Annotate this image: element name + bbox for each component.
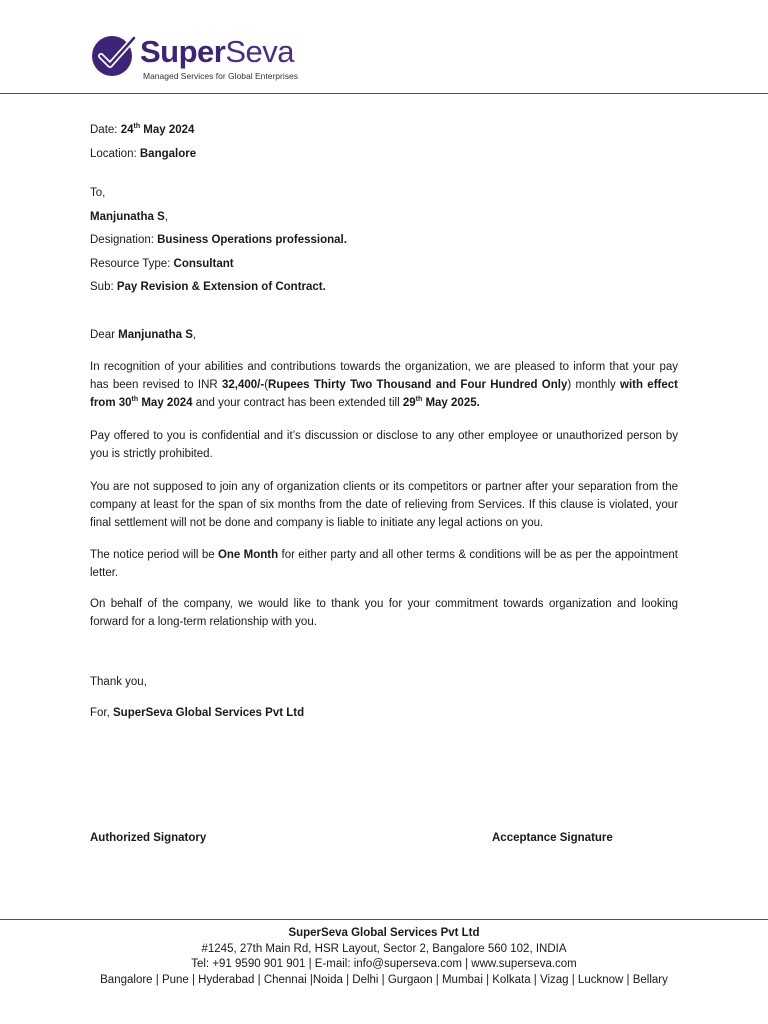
salutation-line: Dear Manjunatha S,	[90, 329, 197, 341]
to-line: To,	[90, 187, 106, 199]
notice-period-paragraph: The notice period will be One Month for either party and all other terms & conditions will be as per the appointment letter.	[90, 549, 678, 579]
brand-name: SuperSeva	[140, 34, 295, 69]
header-divider	[0, 93, 768, 94]
checkmark-logo-icon	[90, 30, 138, 78]
pay-revision-paragraph: In recognition of your abilities and contributions towards the organization, we are pleased to inform that your pay has been revised to INR 32,400/-(Rupees Thirty Two Thousand and Four Hundred Only) monthly with effect from 30th May 2024 and your contract has been extended till 29th May 2025.	[90, 361, 678, 409]
resource-type-line: Resource Type: Consultant	[90, 258, 234, 270]
for-company-line: For, SuperSeva Global Services Pvt Ltd	[90, 707, 305, 719]
footer	[0, 926, 768, 988]
thank-you-line: Thank you,	[90, 676, 147, 688]
acceptance-signature: Acceptance Signature	[492, 832, 613, 844]
designation-line: Designation: Business Operations professional.	[90, 234, 347, 246]
footer-contact: Tel: +91 9590 901 901 | E-mail: info@superseva.com | www.superseva.com	[191, 958, 577, 970]
authorized-signatory: Authorized Signatory	[90, 832, 207, 844]
location-line: Location: Bangalore	[90, 148, 197, 160]
non-compete-paragraph: You are not supposed to join any of organization clients or its competitors or partner after your separation from the company at least for the span of six months from the date of relieving from Services. If this clause is violated, your final settlement will not be done and company is liable to initiate any legal actions on you.	[90, 481, 678, 529]
confidentiality-paragraph: Pay offered to you is confidential and it’s discussion or disclose to any other employee or unauthorized person by you is strictly prohibited.	[90, 430, 678, 460]
brand-tagline: Managed Services for Global Enterprises	[143, 71, 298, 81]
footer-cities: Bangalore | Pune | Hyderabad | Chennai |Noida | Delhi | Gurgaon | Mumbai | Kolkata | Vizag | Lucknow | Bellary	[100, 973, 668, 986]
company-logo	[90, 30, 320, 84]
subject-line: Sub: Pay Revision & Extension of Contract.	[90, 281, 326, 293]
footer-company: SuperSeva Global Services Pvt Ltd	[288, 927, 480, 939]
footer-address: #1245, 27th Main Rd, HSR Layout, Sector 2, Bangalore 560 102, INDIA	[201, 942, 567, 955]
date-line: Date: 24th May 2024	[90, 123, 195, 136]
footer-divider	[0, 919, 768, 920]
recipient-line: Manjunatha S,	[90, 211, 168, 223]
thanks-paragraph: On behalf of the company, we would like to thank you for your commitment towards organization and looking forward for a long-term relationship with you.	[90, 598, 678, 628]
